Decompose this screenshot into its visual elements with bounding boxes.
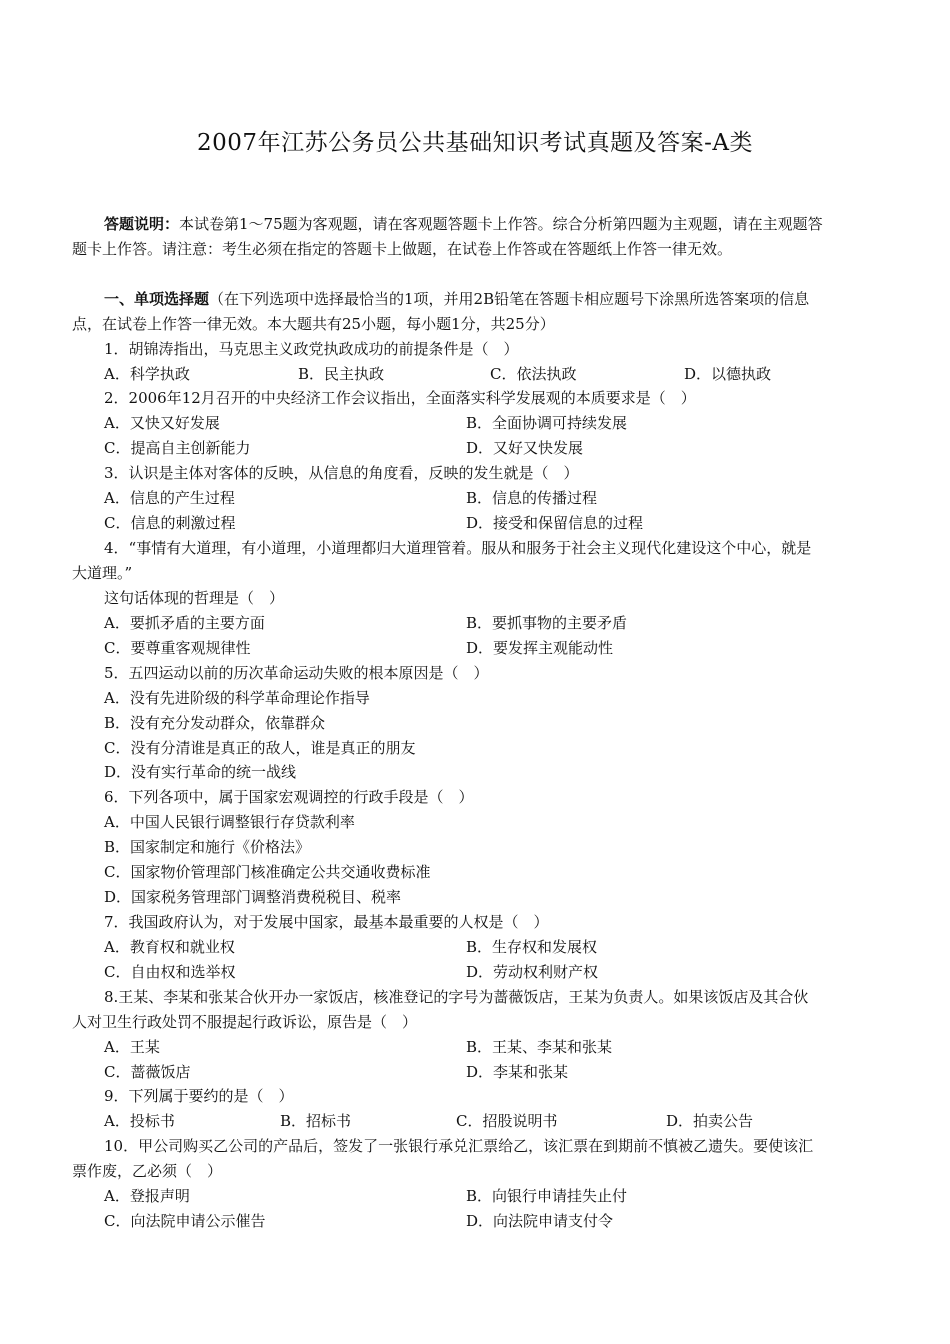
question-stem: 1．胡锦涛指出，马克思主义政党执政成功的前提条件是（ ） — [104, 340, 519, 358]
option-b: B．王某、李某和张某 — [466, 1038, 613, 1056]
question-stem: 4．“事情有大道理，有小道理，小道理都归大道理管着。服从和服务于社会主义现代化建设这个中心，就是 — [104, 539, 812, 557]
option-d: D．要发挥主观能动性 — [466, 639, 614, 657]
option-a: A．科学执政 — [104, 365, 190, 383]
option-c: C．提高自主创新能力 — [104, 439, 251, 457]
option-a: A．教育权和就业权 — [104, 938, 235, 956]
question-stem-continued: 人对卫生行政处罚不服提起行政诉讼，原告是（ ） — [72, 1013, 418, 1031]
option-c: C．蔷薇饭店 — [104, 1063, 191, 1081]
question-stem: 7．我国政府认为，对于发展中国家，最基本最重要的人权是（ ） — [104, 913, 549, 931]
option-d: D．李某和张某 — [466, 1063, 569, 1081]
question-stem: 6．下列各项中，属于国家宏观调控的行政手段是（ ） — [104, 788, 474, 806]
option-c: C．国家物价管理部门核准确定公共交通收费标准 — [104, 863, 431, 881]
section-heading-line-2: 点，在试卷上作答一律无效。本大题共有25小题，每小题1分，共25分） — [72, 315, 555, 333]
option-d: D．拍卖公告 — [666, 1112, 754, 1130]
document-title: 2007年江苏公务员公共基础知识考试真题及答案-A类 — [197, 130, 753, 156]
option-a: A．要抓矛盾的主要方面 — [104, 614, 265, 632]
question-stem: 3．认识是主体对客体的反映，从信息的角度看，反映的发生就是（ ） — [104, 464, 579, 482]
option-c: C．要尊重客观规律性 — [104, 639, 251, 657]
option-c: C．依法执政 — [490, 365, 577, 383]
question-stem-continued: 这句话体现的哲理是（ ） — [104, 589, 285, 607]
question-stem-continued: 票作废，乙必须（ ） — [72, 1162, 223, 1180]
option-d: D．没有实行革命的统一战线 — [104, 763, 297, 781]
option-b: B．民主执政 — [298, 365, 385, 383]
question-stem: 8.王某、李某和张某合伙开办一家饭店，核准登记的字号为蔷薇饭店，王某为负责人。如果该饭店及其合伙 — [104, 988, 809, 1006]
section-lead: 一、单项选择题 — [104, 290, 210, 308]
option-a: A．王某 — [104, 1038, 160, 1056]
option-b: B．向银行申请挂失止付 — [466, 1187, 628, 1205]
question-stem: 10．甲公司购买乙公司的产品后，签发了一张银行承兑汇票给乙，该汇票在到期前不慎被乙遗失。要使该汇 — [104, 1137, 814, 1155]
section-heading-line-1: 一、单项选择题（在下列选项中选择最恰当的1项，并用2B铅笔在答题卡相应题号下涂黑所选答案项的信息 — [104, 290, 810, 308]
option-a: A．没有先进阶级的科学革命理论作指导 — [104, 689, 370, 707]
option-b: B．信息的传播过程 — [466, 489, 598, 507]
option-b: B．生存权和发展权 — [466, 938, 598, 956]
option-d: D．接受和保留信息的过程 — [466, 514, 644, 532]
question-stem-continued: 大道理。” — [72, 564, 133, 582]
option-b: B．要抓事物的主要矛盾 — [466, 614, 628, 632]
option-c: C．没有分清谁是真正的敌人，谁是真正的朋友 — [104, 739, 416, 757]
option-a: A．投标书 — [104, 1112, 175, 1130]
question-stem: 5．五四运动以前的历次革命运动失败的根本原因是（ ） — [104, 664, 489, 682]
instructions-line-2: 题卡上作答。请注意：考生必须在指定的答题卡上做题，在试卷上作答或在答题纸上作答一律无效。 — [72, 240, 733, 258]
option-c: C．自由权和选举权 — [104, 963, 236, 981]
option-b: B．国家制定和施行《价格法》 — [104, 838, 311, 856]
option-b: B．全面协调可持续发展 — [466, 414, 628, 432]
option-c: C．向法院申请公示催告 — [104, 1212, 266, 1230]
option-c: C．招股说明书 — [456, 1112, 558, 1130]
option-a: A．信息的产生过程 — [104, 489, 235, 507]
option-d: D．又好又快发展 — [466, 439, 584, 457]
option-d: D．劳动权利财产权 — [466, 963, 599, 981]
option-b: B．招标书 — [280, 1112, 352, 1130]
option-a: A．中国人民银行调整银行存贷款利率 — [104, 813, 355, 831]
option-d: D．向法院申请支付令 — [466, 1212, 614, 1230]
option-c: C．信息的刺激过程 — [104, 514, 236, 532]
option-d: D．国家税务管理部门调整消费税税目、税率 — [104, 888, 402, 906]
option-a: A．又快又好发展 — [104, 414, 220, 432]
question-stem: 9．下列属于要约的是（ ） — [104, 1087, 294, 1105]
instructions-lead: 答题说明： — [104, 215, 180, 233]
question-stem: 2．2006年12月召开的中央经济工作会议指出，全面落实科学发展观的本质要求是（ ） — [104, 389, 696, 407]
instructions-line-1: 答题说明：本试卷第1～75题为客观题，请在客观题答题卡上作答。综合分析第四题为主观题，请在主观题答 — [104, 215, 823, 233]
option-d: D．以德执政 — [684, 365, 772, 383]
option-b: B．没有充分发动群众，依靠群众 — [104, 714, 326, 732]
option-a: A．登报声明 — [104, 1187, 190, 1205]
